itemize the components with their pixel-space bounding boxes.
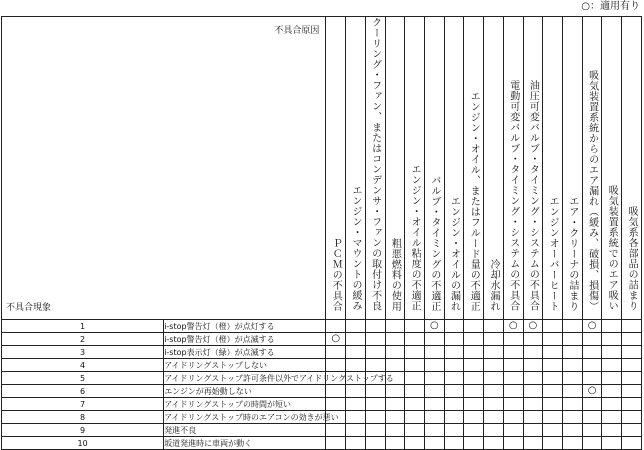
matrix-cell	[365, 359, 385, 372]
matrix-cell	[464, 385, 484, 398]
matrix-cell	[622, 372, 642, 385]
matrix-cell	[523, 411, 543, 424]
cause-header	[503, 17, 523, 320]
table-row	[2, 372, 642, 385]
matrix-cell	[464, 359, 484, 372]
matrix-cell	[424, 346, 444, 359]
matrix-cell	[543, 333, 563, 346]
matrix-cell	[563, 320, 583, 333]
row-number: 9	[2, 424, 164, 437]
matrix-cell	[563, 385, 583, 398]
matrix-cell	[582, 333, 602, 346]
cause-label: 吸気装置系統からのエア漏れ（緩み、破損、損傷）	[586, 69, 598, 311]
matrix-cell	[346, 437, 366, 450]
legend: ○：適用有り	[581, 1, 640, 12]
matrix-cell	[622, 320, 642, 333]
matrix-cell	[326, 359, 346, 372]
symptom-cell: アイドリングストップしない	[164, 359, 326, 372]
matrix-cell	[582, 372, 602, 385]
cause-header	[346, 17, 366, 320]
matrix-cell	[484, 333, 504, 346]
matrix-cell	[464, 424, 484, 437]
matrix-cell	[464, 333, 484, 346]
matrix-cell	[405, 372, 425, 385]
cause-header	[424, 17, 444, 320]
matrix-cell	[543, 424, 563, 437]
matrix-cell	[346, 359, 366, 372]
matrix-cell	[523, 398, 543, 411]
matrix-cell	[444, 411, 464, 424]
matrix-body	[2, 320, 642, 450]
matrix-cell	[582, 346, 602, 359]
cause-header	[543, 17, 563, 320]
matrix-cell	[464, 411, 484, 424]
cause-header	[602, 17, 622, 320]
matrix-cell	[563, 346, 583, 359]
matrix-cell	[622, 346, 642, 359]
matrix-cell	[365, 411, 385, 424]
symptom-cell: i-stop警告灯（橙）が点灯する	[164, 320, 326, 333]
symptom-cell: エンジンが再始動しない	[164, 385, 326, 398]
cause-header	[464, 17, 484, 320]
matrix-cell	[543, 385, 563, 398]
matrix-cell	[385, 398, 405, 411]
matrix-cell	[582, 398, 602, 411]
cause-label: 吸気系各部品の詰まり	[626, 206, 638, 311]
matrix-cell	[326, 398, 346, 411]
matrix-cell	[543, 346, 563, 359]
row-number: 5	[2, 372, 164, 385]
cause-header	[444, 17, 464, 320]
matrix-cell	[405, 359, 425, 372]
matrix-cell	[464, 346, 484, 359]
matrix-cell	[563, 437, 583, 450]
row-number: 6	[2, 385, 164, 398]
matrix-cell	[602, 372, 622, 385]
matrix-cell	[523, 437, 543, 450]
table-row	[2, 398, 642, 411]
phenomenon-axis-label: 不具合現象	[6, 303, 52, 313]
matrix-cell	[563, 398, 583, 411]
matrix-cell	[622, 398, 642, 411]
cause-label: エンジンオーバーヒート	[547, 195, 559, 311]
row-number: 8	[2, 411, 164, 424]
matrix-cell	[405, 333, 425, 346]
matrix-cell	[602, 333, 622, 346]
row-number: 2	[2, 333, 164, 346]
matrix-cell	[464, 437, 484, 450]
matrix-cell	[444, 437, 464, 450]
applicable-mark: ○	[326, 333, 346, 346]
matrix-cell	[385, 359, 405, 372]
matrix-cell	[326, 437, 346, 450]
matrix-cell	[346, 385, 366, 398]
matrix-cell	[523, 372, 543, 385]
matrix-cell	[543, 320, 563, 333]
cause-label: 油圧可変バルブ・タイミング・システムの不具合	[527, 80, 539, 311]
matrix-cell	[582, 359, 602, 372]
symptom-cell: アイドリングストップ許可条件以外でアイドリングストップする	[164, 373, 394, 383]
matrix-cell	[602, 424, 622, 437]
matrix-cell	[503, 333, 523, 346]
matrix-cell	[424, 424, 444, 437]
matrix-cell	[385, 333, 405, 346]
cause-header	[405, 17, 425, 320]
matrix-cell	[464, 398, 484, 411]
matrix-cell	[346, 320, 366, 333]
matrix-cell	[622, 437, 642, 450]
matrix-cell	[326, 346, 346, 359]
table-row	[2, 424, 642, 437]
matrix-cell	[385, 346, 405, 359]
matrix-cell	[563, 411, 583, 424]
matrix-cell	[385, 320, 405, 333]
matrix-cell	[405, 437, 425, 450]
matrix-cell	[424, 411, 444, 424]
matrix-cell	[484, 320, 504, 333]
row-number: 4	[2, 359, 164, 372]
applicable-mark: ○	[582, 385, 602, 398]
matrix-cell	[326, 320, 346, 333]
matrix-cell	[385, 437, 405, 450]
matrix-cell	[365, 333, 385, 346]
matrix-cell	[563, 424, 583, 437]
matrix-cell	[622, 424, 642, 437]
matrix-cell	[444, 346, 464, 359]
table-row	[2, 437, 642, 450]
applicable-mark: ○	[424, 320, 444, 333]
table-row	[2, 359, 642, 372]
matrix-cell	[523, 333, 543, 346]
matrix-cell	[424, 398, 444, 411]
cause-header	[326, 17, 346, 320]
matrix-cell	[503, 385, 523, 398]
cause-header	[484, 17, 504, 320]
row-number: 7	[2, 398, 164, 411]
matrix-cell	[464, 372, 484, 385]
matrix-cell	[346, 346, 366, 359]
matrix-cell	[365, 437, 385, 450]
matrix-cell	[523, 385, 543, 398]
applicable-mark: ○	[503, 320, 523, 333]
symptom-cell: 発進不良	[164, 424, 326, 437]
cause-header	[365, 17, 385, 320]
table-row	[2, 333, 642, 346]
table-row	[2, 320, 642, 333]
cause-label: バルブ・タイミングの不適正	[428, 174, 440, 311]
matrix-cell	[622, 411, 642, 424]
matrix-cell	[346, 333, 366, 346]
matrix-cell	[602, 437, 622, 450]
matrix-cell	[543, 398, 563, 411]
troubleshooting-matrix	[1, 16, 642, 450]
matrix-cell	[563, 359, 583, 372]
matrix-cell	[503, 398, 523, 411]
matrix-cell	[582, 424, 602, 437]
matrix-cell	[365, 385, 385, 398]
matrix-cell	[444, 385, 464, 398]
matrix-cell	[464, 320, 484, 333]
matrix-cell	[484, 346, 504, 359]
matrix-cell	[602, 320, 622, 333]
matrix-cell	[365, 398, 385, 411]
cause-label: 粗悪燃料の使用	[389, 237, 401, 311]
matrix-cell	[622, 385, 642, 398]
matrix-cell	[543, 359, 563, 372]
table-row	[2, 411, 642, 424]
cause-axis-label: 不具合原因	[274, 26, 320, 36]
matrix-cell	[602, 346, 622, 359]
table-row	[2, 346, 642, 359]
matrix-cell	[543, 437, 563, 450]
matrix-cell	[405, 320, 425, 333]
cause-label: 吸気装置系統でのエア吸い	[606, 185, 618, 311]
matrix-cell	[444, 333, 464, 346]
cause-header	[385, 17, 405, 320]
cause-label: エンジン・オイルの漏れ	[448, 195, 460, 311]
corner-header	[2, 17, 326, 320]
cause-label: エンジン・オイル粘度の不適正	[409, 164, 421, 311]
table-row	[2, 385, 642, 398]
matrix-cell	[326, 385, 346, 398]
cause-label: ＰＣＭの不具合	[330, 237, 342, 311]
matrix-cell	[405, 411, 425, 424]
matrix-cell	[365, 320, 385, 333]
matrix-cell	[405, 398, 425, 411]
row-number: 3	[2, 346, 164, 359]
symptom-cell: i-stop表示灯（緑）が点滅する	[164, 346, 326, 359]
matrix-cell	[523, 346, 543, 359]
matrix-cell	[346, 398, 366, 411]
matrix-cell	[563, 333, 583, 346]
matrix-cell	[602, 398, 622, 411]
matrix-cell	[444, 372, 464, 385]
cause-label: エンジン・オイル、またはフルード量の不適正	[468, 90, 480, 311]
matrix-cell	[602, 411, 622, 424]
matrix-cell	[523, 424, 543, 437]
matrix-cell	[444, 359, 464, 372]
matrix-cell	[503, 424, 523, 437]
matrix-cell	[503, 437, 523, 450]
cause-label: エンジン・マウントの緩み	[349, 185, 361, 311]
matrix-cell	[622, 359, 642, 372]
matrix-cell	[444, 398, 464, 411]
matrix-cell	[365, 346, 385, 359]
matrix-cell	[444, 320, 464, 333]
matrix-cell	[405, 385, 425, 398]
matrix-cell	[582, 411, 602, 424]
matrix-cell	[385, 424, 405, 437]
matrix-cell	[484, 424, 504, 437]
matrix-cell	[484, 372, 504, 385]
applicable-mark: ○	[582, 320, 602, 333]
matrix-cell	[444, 424, 464, 437]
matrix-cell	[484, 437, 504, 450]
row-number: 10	[2, 437, 164, 450]
matrix-cell	[503, 372, 523, 385]
matrix-cell	[484, 411, 504, 424]
matrix-cell	[503, 346, 523, 359]
matrix-cell	[484, 359, 504, 372]
matrix-cell	[346, 411, 366, 424]
applicable-mark: ○	[523, 320, 543, 333]
cause-header	[622, 17, 642, 320]
cause-header	[563, 17, 583, 320]
matrix-cell	[602, 359, 622, 372]
matrix-cell	[424, 372, 444, 385]
cause-label: 電動可変バルブ・タイミング・システムの不具合	[507, 80, 519, 311]
matrix-cell	[503, 411, 523, 424]
matrix-cell	[543, 372, 563, 385]
matrix-cell	[385, 411, 405, 424]
matrix-cell	[622, 333, 642, 346]
symptom-cell: アイドリングストップの時間が短い	[164, 398, 326, 411]
matrix-cell	[543, 411, 563, 424]
matrix-cell	[563, 372, 583, 385]
matrix-cell	[484, 398, 504, 411]
cause-label: 冷却水漏れ	[487, 258, 499, 311]
row-number: 1	[2, 320, 164, 333]
matrix-cell	[424, 385, 444, 398]
symptom-cell: i-stop警告灯（橙）が点滅する	[164, 333, 326, 346]
matrix-cell	[346, 424, 366, 437]
matrix-cell	[385, 385, 405, 398]
matrix-cell	[405, 424, 425, 437]
header-row	[2, 17, 642, 320]
matrix-cell	[365, 424, 385, 437]
cause-label: クーリング・ファン、またはコンデンサ・ファンの取付け不良	[369, 17, 381, 311]
matrix-cell	[602, 385, 622, 398]
matrix-cell	[582, 437, 602, 450]
matrix-cell	[523, 359, 543, 372]
matrix-cell	[424, 333, 444, 346]
matrix-cell	[424, 437, 444, 450]
cause-header	[582, 17, 602, 320]
symptom-cell: 坂道発進時に車両が動く	[164, 437, 326, 450]
matrix-cell	[424, 359, 444, 372]
matrix-cell	[405, 346, 425, 359]
matrix-cell	[326, 424, 346, 437]
cause-header	[523, 17, 543, 320]
matrix-cell	[503, 359, 523, 372]
cause-label: エア・クリーナの詰まり	[566, 195, 578, 311]
matrix-cell	[484, 385, 504, 398]
symptom-cell: アイドリングストップ時のエアコンの効きが悪い	[164, 412, 339, 422]
